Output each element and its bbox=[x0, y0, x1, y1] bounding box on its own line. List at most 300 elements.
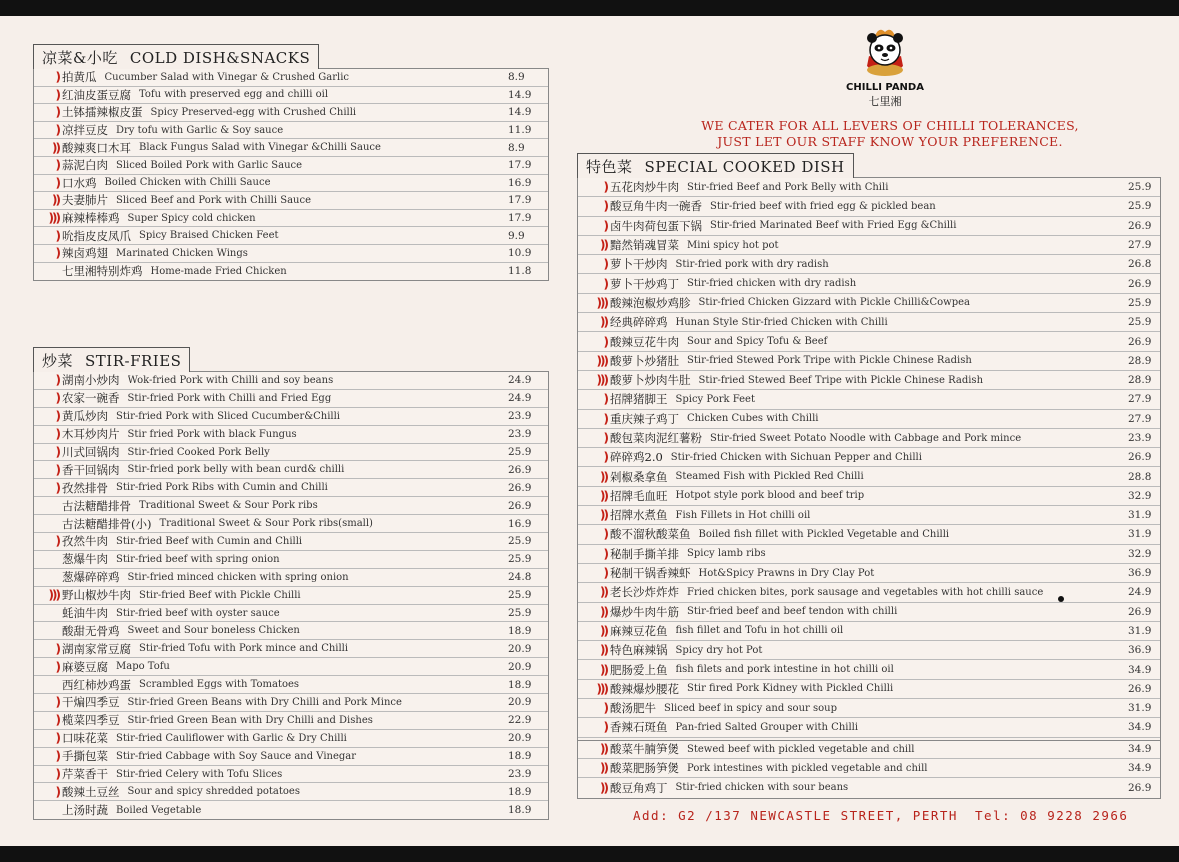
chili-rating-icon: ) bbox=[55, 70, 59, 85]
cold-title-en: COLD DISH&SNACKS bbox=[129, 49, 311, 67]
dish-price: 28.8 bbox=[1128, 470, 1152, 483]
dish-name-en: Stir-fried chicken with sour beans bbox=[675, 782, 849, 794]
dish-price: 25.9 bbox=[1128, 316, 1152, 329]
menu-item-row bbox=[34, 801, 548, 819]
menu-item-row bbox=[578, 603, 1160, 622]
panda-logo-icon bbox=[855, 26, 915, 84]
menu-item-row bbox=[578, 506, 1160, 525]
dish-name-en: Sliced Beef and Pork with Chilli Sauce bbox=[116, 194, 311, 206]
menu-item-row bbox=[34, 533, 548, 551]
dish-name-cn: 酸豆角鸡丁 bbox=[610, 780, 668, 795]
menu-item-row bbox=[34, 551, 548, 569]
dish-name-cn: 七里湘特别炸鸡 bbox=[62, 264, 143, 279]
menu-item-row bbox=[34, 515, 548, 533]
special-dish-heading bbox=[577, 153, 854, 178]
chili-rating-icon: )) bbox=[52, 140, 59, 155]
menu-item-row bbox=[34, 69, 548, 87]
menu-item-row bbox=[578, 197, 1160, 216]
dish-name-cn: 夫妻肺片 bbox=[62, 193, 108, 208]
menu-item-row bbox=[34, 192, 548, 210]
dish-name-en: Black Fungus Salad with Vinegar &Chilli Sauce bbox=[139, 142, 381, 154]
menu-item-row bbox=[34, 104, 548, 122]
dish-price: 23.9 bbox=[508, 410, 532, 423]
dish-price: 26.9 bbox=[508, 499, 532, 512]
menu-item-row bbox=[578, 236, 1160, 255]
chili-rating-icon: ) bbox=[603, 411, 607, 426]
chili-rating-icon: ) bbox=[55, 731, 59, 746]
menu-item-row bbox=[34, 748, 548, 766]
dish-name-en: Stir-fried pork with dry radish bbox=[675, 258, 829, 270]
menu-item-row bbox=[34, 658, 548, 676]
dish-name-en: Spicy Braised Chicken Feet bbox=[139, 230, 279, 242]
dish-name-en: Stir-fried beef and beef tendon with chilli bbox=[687, 606, 898, 618]
dish-name-en: fish fillet and Tofu in hot chilli oil bbox=[675, 625, 844, 637]
dish-name-cn: 孜然牛肉 bbox=[62, 534, 108, 549]
chili-rating-icon: ) bbox=[603, 546, 607, 561]
dish-name-en: Hot&Spicy Prawns in Dry Clay Pot bbox=[698, 567, 875, 579]
dish-price: 8.9 bbox=[508, 141, 525, 154]
dish-name-cn: 农家一碗香 bbox=[62, 391, 120, 406]
menu-item-row bbox=[578, 448, 1160, 467]
menu-item-row bbox=[578, 352, 1160, 371]
dish-name-en: Stir-fried Beef with Cumin and Chilli bbox=[116, 535, 303, 547]
dish-name-cn: 酸辣爽口木耳 bbox=[62, 140, 131, 155]
chili-rating-icon: ))) bbox=[48, 211, 59, 226]
menu-item-row bbox=[578, 759, 1160, 778]
dish-name-cn: 吮指皮皮凤爪 bbox=[62, 228, 131, 243]
menu-item-row bbox=[34, 210, 548, 228]
menu-item-row bbox=[34, 569, 548, 587]
menu-item-row bbox=[34, 444, 548, 462]
chili-rating-icon: ) bbox=[55, 534, 59, 549]
dish-name-en: Sweet and Sour boneless Chicken bbox=[127, 625, 300, 637]
dish-name-cn: 辣卤鸡翅 bbox=[62, 246, 108, 261]
dish-name-en: Stir-fried beef with spring onion bbox=[116, 553, 280, 565]
chili-rating-icon: )) bbox=[600, 643, 607, 658]
dish-name-cn: 黄瓜炒肉 bbox=[62, 409, 108, 424]
dish-name-en: Dry tofu with Garlic & Soy sauce bbox=[116, 124, 284, 136]
dish-price: 26.9 bbox=[1128, 605, 1152, 618]
dish-price: 26.9 bbox=[508, 463, 532, 476]
menu-item-row bbox=[578, 429, 1160, 448]
dish-price: 26.9 bbox=[1128, 781, 1152, 794]
menu-item-row bbox=[34, 263, 548, 281]
menu-page bbox=[0, 16, 1179, 846]
dish-price: 27.9 bbox=[1128, 393, 1152, 406]
menu-item-row bbox=[34, 730, 548, 748]
chili-rating-icon: ) bbox=[55, 749, 59, 764]
dish-name-cn: 酸辣爆炒腰花 bbox=[610, 681, 679, 696]
dish-name-cn: 野山椒炒牛肉 bbox=[62, 588, 131, 603]
dish-name-cn: 酸菜肥肠笋煲 bbox=[610, 761, 679, 776]
dish-name-en: Hunan Style Stir-fried Chicken with Chilli bbox=[675, 316, 888, 328]
dish-name-cn: 榄菜四季豆 bbox=[62, 713, 120, 728]
dish-price: 14.9 bbox=[508, 88, 532, 101]
menu-item-row bbox=[34, 783, 548, 801]
chili-rating-icon: ) bbox=[603, 431, 607, 445]
dish-name-en: Traditional Sweet & Sour Pork ribs(small) bbox=[159, 518, 373, 530]
dish-price: 34.9 bbox=[1128, 762, 1152, 775]
dish-price: 26.9 bbox=[1128, 335, 1152, 348]
stir-title-cn: 炒菜 bbox=[42, 352, 74, 370]
dish-name-cn: 干煸四季豆 bbox=[62, 695, 120, 710]
dish-price: 26.9 bbox=[508, 481, 532, 494]
chili-rating-icon: ) bbox=[603, 276, 607, 291]
dish-name-en: Sliced Boiled Pork with Garlic Sauce bbox=[116, 159, 303, 171]
dish-name-cn: 招牌猪脚王 bbox=[610, 392, 668, 407]
menu-item-row bbox=[578, 740, 1160, 759]
menu-item-row bbox=[34, 640, 548, 658]
menu-item-row bbox=[34, 408, 548, 426]
dish-name-en: Stir-fried Beef with Pickle Chilli bbox=[139, 589, 301, 601]
dish-name-en: Stir-fried Pork with Chilli and Fried Egg bbox=[127, 392, 332, 404]
dish-name-en: Stir-fried beef with oyster sauce bbox=[116, 607, 280, 619]
dish-name-cn: 川式回锅肉 bbox=[62, 445, 120, 459]
dish-price: 31.9 bbox=[1128, 509, 1152, 522]
dish-name-en: Stir-fried Pork Ribs with Cumin and Chilli bbox=[116, 482, 328, 494]
dish-price: 31.9 bbox=[1128, 624, 1152, 637]
dish-name-cn: 萝卜干炒鸡丁 bbox=[610, 276, 679, 291]
dish-price: 20.9 bbox=[508, 642, 532, 655]
chili-rating-icon: )) bbox=[52, 193, 59, 208]
chili-rating-icon: ))) bbox=[596, 295, 607, 310]
dish-price: 25.9 bbox=[508, 535, 532, 548]
dish-name-en: Stir-fried Tofu with Pork mince and Chilli bbox=[139, 643, 349, 655]
chili-rating-icon: ) bbox=[55, 445, 59, 459]
chili-rating-icon: ) bbox=[55, 409, 59, 424]
dish-price: 18.9 bbox=[508, 785, 532, 798]
menu-item-row bbox=[34, 497, 548, 515]
dish-name-en: Stir-fried pork belly with bean curd& chilli bbox=[127, 464, 345, 476]
dish-price: 23.9 bbox=[508, 428, 532, 441]
dish-name-en: Sour and Spicy Tofu & Beef bbox=[687, 336, 828, 348]
dish-name-en: Chicken Cubes with Chilli bbox=[687, 413, 819, 425]
chili-rating-icon: ) bbox=[55, 123, 59, 138]
dish-name-cn: 酸辣土豆丝 bbox=[62, 784, 120, 799]
menu-item-row bbox=[34, 712, 548, 730]
menu-item-row bbox=[34, 175, 548, 193]
dish-name-cn: 酸萝卜炒猪肚 bbox=[610, 353, 679, 368]
dish-name-cn: 口味花菜 bbox=[62, 731, 108, 746]
dish-name-en: Stir-fried Green Beans with Dry Chilli and Pork Mince bbox=[127, 696, 402, 708]
dish-name-cn: 葱爆碎碎鸡 bbox=[62, 570, 120, 585]
dish-name-en: Traditional Sweet & Sour Pork ribs bbox=[139, 500, 318, 512]
dish-name-en: Spicy Pork Feet bbox=[675, 393, 755, 405]
chili-rating-icon: ))) bbox=[596, 353, 607, 368]
dish-price: 20.9 bbox=[508, 696, 532, 709]
menu-item-row bbox=[34, 461, 548, 479]
dish-name-cn: 蚝油牛肉 bbox=[62, 606, 108, 621]
dish-price: 28.9 bbox=[1128, 354, 1152, 367]
stir-fries-heading bbox=[33, 347, 190, 372]
dish-name-cn: 麻辣棒棒鸡 bbox=[62, 211, 120, 226]
brand-name: CHILLI PANDA bbox=[846, 82, 924, 93]
menu-item-row bbox=[578, 622, 1160, 641]
dish-price: 25.9 bbox=[508, 589, 532, 602]
dish-name-cn: 经典碎碎鸡 bbox=[610, 315, 668, 330]
footer bbox=[633, 808, 1153, 823]
menu-item-row bbox=[34, 605, 548, 623]
dish-price: 20.9 bbox=[508, 660, 532, 673]
dish-price: 32.9 bbox=[1128, 489, 1152, 502]
tagline bbox=[690, 118, 1090, 150]
dish-name-en: Stir-fried Green Bean with Dry Chilli and Dishes bbox=[127, 714, 373, 726]
dish-name-en: Stir fried Pork with black Fungus bbox=[127, 428, 297, 440]
dish-price: 24.9 bbox=[508, 374, 532, 387]
footer-address: Add: G2 /137 NEWCASTLE STREET, PERTH bbox=[633, 808, 958, 823]
dish-name-cn: 特色麻辣锅 bbox=[610, 643, 668, 658]
chili-rating-icon: ) bbox=[603, 450, 607, 465]
dish-price: 25.9 bbox=[508, 607, 532, 620]
chili-rating-icon: ) bbox=[55, 391, 59, 406]
menu-item-row bbox=[34, 426, 548, 444]
menu-item-row bbox=[578, 487, 1160, 506]
tagline-line1: WE CATER FOR ALL LEVERS OF CHILLI TOLERANCES, bbox=[701, 118, 1079, 133]
dish-price: 25.9 bbox=[508, 446, 532, 458]
menu-item-row bbox=[578, 467, 1160, 486]
dish-name-en: Marinated Chicken Wings bbox=[116, 247, 248, 259]
dish-name-en: Tofu with preserved egg and chilli oil bbox=[139, 89, 329, 101]
dish-price: 34.9 bbox=[1128, 721, 1152, 734]
dish-price: 10.9 bbox=[508, 247, 532, 260]
menu-item-row bbox=[34, 122, 548, 140]
stir-fries-section bbox=[33, 346, 549, 820]
menu-item-row bbox=[578, 274, 1160, 293]
dish-price: 8.9 bbox=[508, 71, 525, 84]
dish-name-cn: 招牌水煮鱼 bbox=[610, 508, 668, 523]
chili-rating-icon: )) bbox=[600, 623, 607, 638]
dish-price: 22.9 bbox=[508, 714, 532, 727]
menu-item-row bbox=[34, 139, 548, 157]
chili-rating-icon: ) bbox=[55, 695, 59, 710]
chili-rating-icon: )) bbox=[600, 604, 607, 619]
dish-name-cn: 麻婆豆腐 bbox=[62, 659, 108, 674]
dish-price: 27.9 bbox=[1128, 412, 1152, 425]
dish-name-cn: 萝卜干炒肉 bbox=[610, 257, 668, 272]
dish-name-cn: 古法糖醋排骨 bbox=[62, 498, 131, 513]
dish-name-cn: 香干回锅肉 bbox=[62, 462, 120, 477]
dish-price: 25.9 bbox=[1128, 200, 1152, 213]
menu-item-row bbox=[34, 622, 548, 640]
dish-name-en: Fried chicken bites, pork sausage and vegetables with hot chilli sauce bbox=[687, 586, 1044, 598]
dish-name-cn: 红油皮蛋豆腐 bbox=[62, 87, 131, 102]
dish-name-cn: 秘制干锅香辣虾 bbox=[610, 566, 691, 581]
dish-name-cn: 秘制手撕羊排 bbox=[610, 546, 679, 561]
menu-item-row bbox=[578, 371, 1160, 390]
chili-rating-icon: ) bbox=[55, 713, 59, 728]
dish-name-en: Spicy lamb ribs bbox=[687, 548, 766, 560]
dish-name-en: Spicy dry hot Pot bbox=[675, 644, 763, 656]
special-title-en: SPECIAL COOKED DISH bbox=[644, 158, 845, 176]
dish-name-en: Stir-fried chicken with dry radish bbox=[687, 278, 857, 290]
chili-rating-icon: ) bbox=[603, 199, 607, 214]
menu-item-row bbox=[578, 564, 1160, 583]
dish-name-en: Stewed beef with pickled vegetable and chill bbox=[687, 743, 915, 755]
menu-item-row bbox=[578, 583, 1160, 602]
chili-rating-icon: ))) bbox=[596, 373, 607, 388]
chili-rating-icon: )) bbox=[600, 662, 607, 677]
dish-name-en: Sliced beef in spicy and sour soup bbox=[664, 702, 837, 714]
dish-name-cn: 芹菜香干 bbox=[62, 767, 108, 782]
chili-rating-icon: ) bbox=[603, 334, 607, 349]
dish-name-cn: 蒜泥白肉 bbox=[62, 158, 108, 173]
dish-name-cn: 卤牛肉荷包蛋下锅 bbox=[610, 218, 702, 233]
dish-price: 28.9 bbox=[1128, 374, 1152, 387]
menu-item-row bbox=[34, 372, 548, 390]
dish-name-cn: 湖南小炒肉 bbox=[62, 373, 120, 388]
dish-price: 27.9 bbox=[1128, 239, 1152, 252]
dish-name-en: Stir-fried beef with fried egg & pickled bean bbox=[710, 200, 936, 212]
dish-name-cn: 酸辣泡椒炒鸡胗 bbox=[610, 295, 691, 310]
dish-name-cn: 肥肠爱上鱼 bbox=[610, 662, 668, 677]
menu-item-row bbox=[34, 157, 548, 175]
dish-name-en: Hotpot style pork blood and beef trip bbox=[675, 490, 865, 502]
dish-name-en: fish filets and pork intestine in hot chilli oil bbox=[675, 664, 894, 676]
dish-name-en: Mapo Tofu bbox=[116, 661, 170, 673]
dish-price: 16.9 bbox=[508, 517, 532, 530]
menu-item-row bbox=[34, 227, 548, 245]
dish-price: 26.9 bbox=[1128, 219, 1152, 232]
menu-item-row bbox=[34, 87, 548, 105]
dish-name-cn: 碎碎鸡2.0 bbox=[610, 450, 663, 465]
chili-rating-icon: )) bbox=[600, 238, 607, 253]
dish-price: 25.9 bbox=[1128, 296, 1152, 309]
dish-name-cn: 酸菜牛腩笋煲 bbox=[610, 742, 679, 757]
chili-rating-icon: )) bbox=[600, 508, 607, 523]
dish-price: 34.9 bbox=[1128, 743, 1152, 756]
dish-name-en: Home-made Fried Chicken bbox=[150, 265, 287, 277]
dish-price: 11.8 bbox=[508, 265, 532, 278]
chili-rating-icon: ))) bbox=[48, 588, 59, 603]
dish-name-cn: 五花肉炒牛肉 bbox=[610, 180, 679, 195]
dish-name-cn: 拍黄瓜 bbox=[62, 70, 97, 85]
dish-price: 23.9 bbox=[1128, 432, 1152, 444]
dish-price: 26.9 bbox=[1128, 277, 1152, 290]
dish-price: 9.9 bbox=[508, 229, 525, 242]
dish-price: 20.9 bbox=[508, 732, 532, 745]
chili-rating-icon: )) bbox=[600, 488, 607, 503]
dish-price: 26.8 bbox=[1128, 258, 1152, 271]
menu-item-row bbox=[34, 479, 548, 497]
cold-title-cn: 凉菜&小吃 bbox=[42, 49, 118, 67]
chili-rating-icon: ) bbox=[55, 175, 59, 190]
menu-item-row bbox=[578, 545, 1160, 564]
dish-name-en: Cucumber Salad with Vinegar & Crushed Garlic bbox=[104, 71, 350, 83]
dish-name-cn: 酸包菜肉泥红薯粉 bbox=[610, 431, 702, 445]
chili-rating-icon: ) bbox=[603, 218, 607, 233]
cold-dish-heading bbox=[33, 44, 319, 69]
menu-item-row bbox=[34, 587, 548, 605]
chili-rating-icon: )) bbox=[600, 585, 607, 600]
dish-price: 17.9 bbox=[508, 159, 532, 172]
footer-phone: Tel: 08 9228 2966 bbox=[975, 808, 1129, 823]
dish-price: 14.9 bbox=[508, 106, 532, 119]
dish-name-en: Super Spicy cold chicken bbox=[127, 212, 256, 224]
dish-name-cn: 手撕包菜 bbox=[62, 749, 108, 764]
dish-price: 24.8 bbox=[508, 571, 532, 584]
dish-name-en: Stir-fried Sweet Potato Noodle with Cabbage and Pork mince bbox=[710, 432, 1022, 444]
dish-price: 36.9 bbox=[1128, 567, 1152, 580]
dish-price: 26.9 bbox=[1128, 682, 1152, 695]
tagline-line2: JUST LET OUR STAFF KNOW YOUR PREFERENCE. bbox=[717, 134, 1063, 149]
dish-name-en: Stir-fried Marinated Beef with Fried Egg &Chilli bbox=[710, 220, 957, 232]
menu-item-row bbox=[578, 525, 1160, 544]
dish-name-cn: 黯然销魂冒菜 bbox=[610, 238, 679, 253]
dish-price: 24.9 bbox=[508, 392, 532, 405]
dish-name-en: Stir-fried Cabbage with Soy Sauce and Vinegar bbox=[116, 750, 357, 762]
menu-item-row bbox=[34, 390, 548, 408]
dish-name-en: Stir fired Pork Kidney with Pickled Chilli bbox=[687, 683, 894, 695]
dish-name-en: Boiled Chicken with Chilli Sauce bbox=[104, 177, 271, 189]
dish-price: 31.9 bbox=[1128, 528, 1152, 541]
special-dish-section bbox=[577, 152, 1161, 799]
dish-name-cn: 木耳炒肉片 bbox=[62, 427, 120, 442]
menu-item-row bbox=[34, 245, 548, 263]
dish-price: 16.9 bbox=[508, 176, 532, 189]
dish-name-cn: 香辣石斑鱼 bbox=[610, 720, 668, 735]
dish-price: 18.9 bbox=[508, 804, 532, 817]
menu-item-row bbox=[578, 313, 1160, 332]
dish-name-cn: 土钵擂辣椒皮蛋 bbox=[62, 105, 143, 120]
chili-rating-icon: ) bbox=[603, 257, 607, 272]
chili-rating-icon: ) bbox=[55, 158, 59, 173]
menu-item-row bbox=[578, 660, 1160, 679]
menu-item-row bbox=[578, 718, 1160, 737]
dish-name-en: Stir-fried Stewed Beef Tripe with Pickle Chinese Radish bbox=[698, 374, 984, 386]
dish-name-cn: 西红柿炒鸡蛋 bbox=[62, 677, 131, 692]
dish-name-en: Boiled fish fillet with Pickled Vegetable and Chilli bbox=[698, 528, 950, 540]
dish-name-cn: 酸萝卜炒肉牛肚 bbox=[610, 373, 691, 388]
dish-price: 24.9 bbox=[1128, 586, 1152, 599]
menu-item-row bbox=[578, 332, 1160, 351]
dish-name-en: Stir-fried Chicken with Sichuan Pepper and Chilli bbox=[670, 451, 922, 463]
stir-title-en: STIR-FRIES bbox=[85, 352, 182, 370]
menu-item-row bbox=[578, 294, 1160, 313]
chili-rating-icon: ) bbox=[603, 566, 607, 581]
special-title-cn: 特色菜 bbox=[586, 158, 633, 176]
dish-price: 25.9 bbox=[508, 553, 532, 566]
brand-logo bbox=[845, 26, 925, 110]
dish-name-cn: 凉拌豆皮 bbox=[62, 123, 108, 138]
dish-price: 18.9 bbox=[508, 624, 532, 637]
dish-name-cn: 酸汤肥牛 bbox=[610, 701, 656, 716]
dish-price: 23.9 bbox=[508, 768, 532, 781]
mouse-dot bbox=[1058, 596, 1064, 602]
chili-rating-icon: ) bbox=[603, 527, 607, 542]
chili-rating-icon: ) bbox=[55, 228, 59, 243]
menu-item-row bbox=[578, 699, 1160, 718]
dish-name-cn: 孜然排骨 bbox=[62, 480, 108, 495]
dish-name-en: Scrambled Eggs with Tomatoes bbox=[139, 679, 300, 691]
dish-name-cn: 酸不溜秋酸菜鱼 bbox=[610, 527, 691, 542]
menu-item-row bbox=[578, 178, 1160, 197]
chili-rating-icon: )) bbox=[600, 469, 607, 484]
cold-dish-section bbox=[33, 43, 549, 281]
dish-name-en: Spicy Preserved-egg with Crushed Chilli bbox=[150, 106, 357, 118]
dish-name-cn: 酸豆角牛肉一碗香 bbox=[610, 199, 702, 214]
menu-item-row bbox=[578, 641, 1160, 660]
chili-rating-icon: ) bbox=[55, 641, 59, 656]
chili-rating-icon: ) bbox=[55, 87, 59, 102]
chili-rating-icon: ) bbox=[603, 720, 607, 735]
special-dish-table bbox=[577, 177, 1161, 799]
menu-item-row bbox=[578, 680, 1160, 699]
dish-price: 25.9 bbox=[1128, 181, 1152, 194]
dish-name-en: Stir-fried Pork with Sliced Cucumber&Chilli bbox=[116, 410, 341, 422]
dish-name-cn: 葱爆牛肉 bbox=[62, 552, 108, 567]
dish-price: 18.9 bbox=[508, 750, 532, 763]
dish-name-cn: 酸辣豆花牛肉 bbox=[610, 334, 679, 349]
